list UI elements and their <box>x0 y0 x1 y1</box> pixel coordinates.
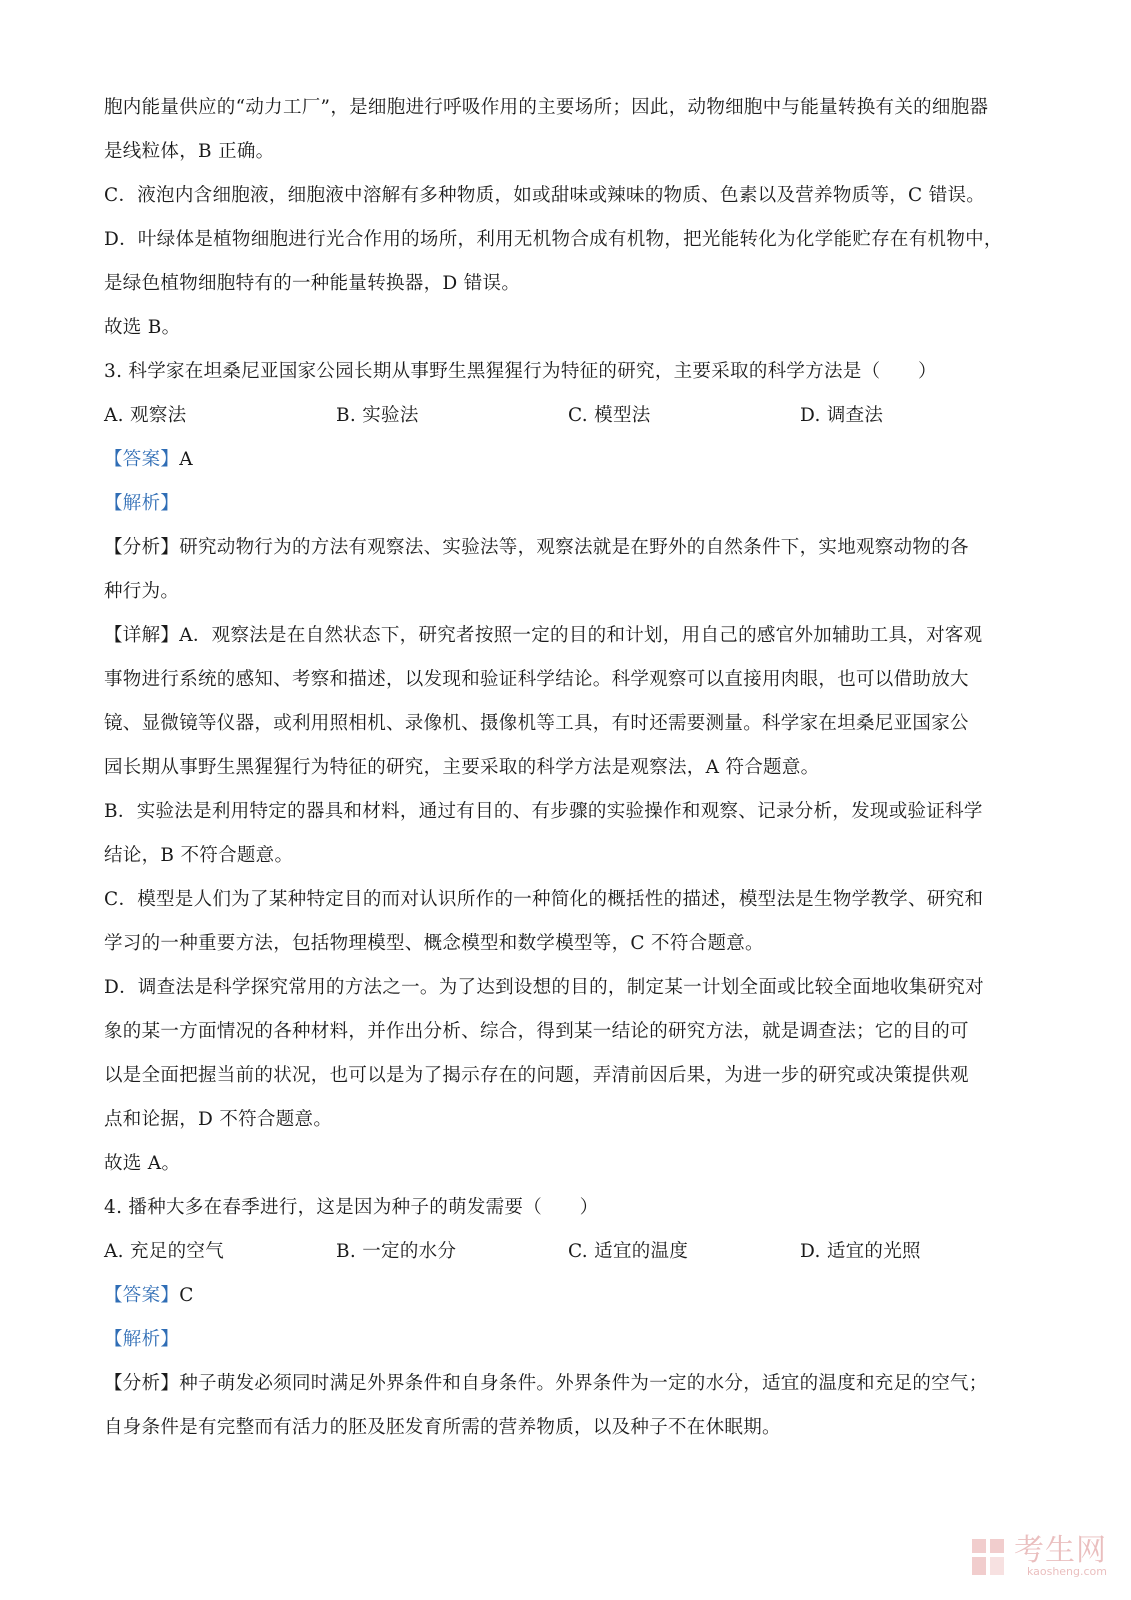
option-item: C. 适宜的温度 <box>568 1241 689 1262</box>
section-value: A <box>179 449 193 470</box>
text-line: C．液泡内含细胞液，细胞液中溶解有多种物质，如或甜味或辣味的物质、色素以及营养物质等，C 错误。 <box>104 185 986 206</box>
text-line: 点和论据，D 不符合题意。 <box>104 1109 333 1130</box>
option-item: D. 调查法 <box>800 405 884 426</box>
option-item: A. 充足的空气 <box>104 1241 225 1262</box>
text-line: 【分析】种子萌发必须同时满足外界条件和自身条件。外界条件为一定的水分，适宜的温度和充足的空气； <box>104 1373 988 1394</box>
option-item: C. 模型法 <box>568 405 651 426</box>
section-tag: 【解析】 <box>104 493 180 514</box>
text-line: 镜、显微镜等仪器，或利用照相机、录像机、摄像机等工具，有时还需要测量。科学家在坦桑尼亚国家公 <box>104 713 969 734</box>
section-tag: 【答案】 <box>104 1285 180 1306</box>
text-line: 象的某一方面情况的各种材料，并作出分析、综合，得到某一结论的研究方法，就是调查法；它的目的可 <box>104 1021 969 1042</box>
answer-options <box>104 394 1034 438</box>
section-value: C <box>179 1285 194 1306</box>
text-line: B．实验法是利用特定的器具和材料，通过有目的、有步骤的实验操作和观察、记录分析，发现或验证科学 <box>104 801 983 822</box>
watermark-logo-icon <box>970 1537 1006 1577</box>
text-line: 胞内能量供应的“动力工厂”，是细胞进行呼吸作用的主要场所；因此，动物细胞中与能量转换有关的细胞器 <box>104 97 989 118</box>
labeled-line <box>104 438 1034 482</box>
watermark-url: kaosheng.com <box>1026 1565 1107 1578</box>
text-line: 结论，B 不符合题意。 <box>104 845 294 866</box>
labeled-line <box>104 482 1034 526</box>
text-line: 园长期从事野生黑猩猩行为特征的研究，主要采取的科学方法是观察法，A 符合题意。 <box>104 757 820 778</box>
text-line: 故选 B。 <box>104 317 181 338</box>
text-line: 是绿色植物细胞特有的一种能量转换器，D 错误。 <box>104 273 521 294</box>
section-tag: 【解析】 <box>104 1329 180 1350</box>
text-line: 故选 A。 <box>104 1153 181 1174</box>
text-line: 事物进行系统的感知、考察和描述，以发现和验证科学结论。科学观察可以直接用肉眼，也可以借助放大 <box>104 669 969 690</box>
section-tag: 【答案】 <box>104 449 180 470</box>
option-item: B. 实验法 <box>336 405 419 426</box>
text-line: D．叶绿体是植物细胞进行光合作用的场所，利用无机物合成有机物，把光能转化为化学能贮存在有机物中， <box>104 229 1003 250</box>
text-line: 【详解】A．观察法是在自然状态下，研究者按照一定的目的和计划，用自己的感官外加辅助工具，对客观 <box>104 625 983 646</box>
watermark <box>970 1533 1107 1578</box>
text-line: 自身条件是有完整而有活力的胚及胚发育所需的营养物质，以及种子不在休眠期。 <box>104 1417 781 1438</box>
option-item: D. 适宜的光照 <box>800 1241 921 1262</box>
text-line: 学习的一种重要方法，包括物理模型、概念模型和数学模型等，C 不符合题意。 <box>104 933 764 954</box>
text-line: C．模型是人们为了某种特定目的而对认识所作的一种简化的概括性的描述，模型法是生物学教学、研究和 <box>104 889 984 910</box>
option-item: B. 一定的水分 <box>336 1241 457 1262</box>
text-line: 是线粒体，B 正确。 <box>104 141 275 162</box>
option-item: A. 观察法 <box>104 405 187 426</box>
watermark-title: 考生网 <box>1014 1533 1107 1568</box>
answer-options <box>104 1230 1034 1274</box>
labeled-line <box>104 1318 1034 1362</box>
text-line: 以是全面把握当前的状况，也可以是为了揭示存在的问题，弄清前因后果，为进一步的研究或决策提供观 <box>104 1065 969 1086</box>
text-line: 3. 科学家在坦桑尼亚国家公园长期从事野生黑猩猩行为特征的研究，主要采取的科学方法是（ ） <box>104 361 937 382</box>
text-line: D．调查法是科学探究常用的方法之一。为了达到设想的目的，制定某一计划全面或比较全面地收集研究对 <box>104 977 984 998</box>
text-line: 【分析】研究动物行为的方法有观察法、实验法等，观察法就是在野外的自然条件下，实地观察动物的各 <box>104 537 969 558</box>
text-line: 种行为。 <box>104 581 180 602</box>
text-line: 4. 播种大多在春季进行，这是因为种子的萌发需要（ ） <box>104 1197 599 1218</box>
labeled-line <box>104 1274 1034 1318</box>
document-body <box>104 86 1034 1450</box>
